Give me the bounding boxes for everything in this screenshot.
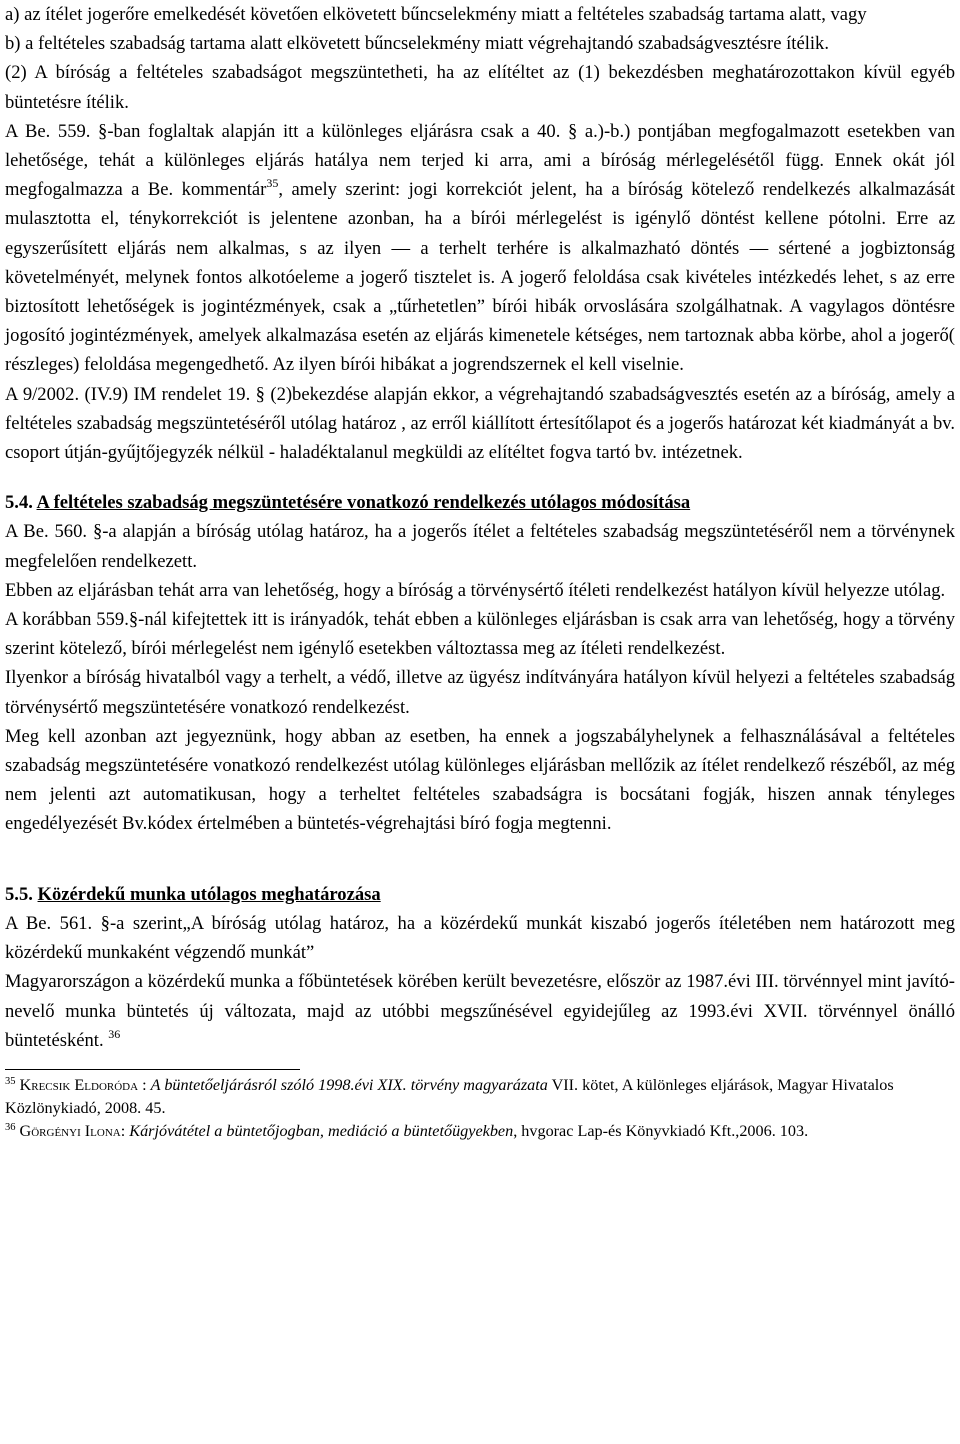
paragraph: A Be. 561. §-a szerint„A bíróság utólag határoz, ha a közérdekű munkát kiszabó jogerős ítéletében nem határozott meg közérdekű munkaként végzendő munkát” — [5, 912, 955, 964]
paragraph — [5, 967, 955, 1055]
footnote-separator — [5, 1069, 300, 1070]
footnote-separator-text: : — [120, 1121, 130, 1140]
footnote-author: Görgényi Ilona — [19, 1121, 121, 1140]
paragraph: Meg kell azonban azt jegyeznünk, hogy abban az esetben, ha ennek a jogszabályhelynek a felhasználásával a feltételes szabadság megszüntetésére vonatkozó rendelkezést utólag különleges eljárásban mellőzik az ítélet rendelkező részéből, az még nem jelenti azt automatikusan, hogy a terheltet feltételes szabadságra is bocsátani fogják, hiszen annak tényleges engedélyezését Bv.kódex értelmében a büntetés-végrehajtási bíró fogja megtenni. — [5, 725, 955, 835]
section-number: 5.4. — [5, 492, 33, 514]
paragraph: b) a feltételes szabadság tartama alatt elkövetett bűncselekmény miatt végrehajtandó szabadságvesztésre ítélik. — [5, 33, 829, 55]
footnote-number: 35 — [5, 1075, 16, 1087]
footnote-title: Kárjóvátétel a büntetőjogban, mediáció a büntetőügyekben — [129, 1121, 514, 1140]
footnote-ref[interactable]: 36 — [108, 1026, 121, 1041]
paragraph-text: A Be. 559. §-ban foglaltak alapján itt a különleges eljárásra csak a 40. § a.)-b.) pontjában megfogalmazott esetekben van lehetősége, tehát a különleges eljárás hatálya nem terjed ki arra, ami a bíróság mérlegelésétől függ. Ennek okát jól megfogalmazza a Be. kommentár — [5, 120, 955, 201]
paragraph — [5, 117, 955, 380]
section-heading — [5, 880, 955, 909]
footnote-ref[interactable]: 35 — [266, 176, 279, 191]
footnote — [5, 1074, 955, 1120]
section-title: A feltételes szabadság megszüntetésére vonatkozó rendelkezés utólagos módosítása — [36, 492, 691, 514]
footnote-details: VII. kötet, A különleges eljárások, Magyar Hivatalos Közlönykiadó, 2008. 45. — [5, 1075, 894, 1117]
footnote-number: 36 — [5, 1121, 16, 1133]
document-page — [5, 0, 955, 1143]
footnote-separator-text: : — [138, 1075, 151, 1094]
footnote-author: Krecsik Eldoróda — [19, 1075, 139, 1094]
section-title: Közérdekű munka utólagos meghatározása — [37, 883, 381, 905]
paragraph-text: , amely szerint: jogi korrekciót jelent, ha a bíróság kötelező rendelkezés alkalmazását mulasztotta el, ténykorrekciót is jelentene azonban, ha a bírói mérlegelést is igénylő döntést kellene pótolni. Erre az egyszerűsített eljárás nem alkalmas, s az ilyen ― a terhelt terhére is alkalmazható döntés ― sértené a jogbiztonság követelményét, melynek fontos alkotóeleme a jogerő tisztelet is. A jogerő feloldása csak kivételes intézkedés lehet, s az erre biztosított lehetőségek is jogintézmények, csak a „tűrhetetlen” bírói hibák orvoslására szolgálhatnak. A vagylagos döntésre jogosító jogintézmények, amelyek alkalmazása esetén az eljárás kimenetele kétséges, nem tartoznak abba körbe, ahol a jogerő( részleges) feloldása megengedhető. Az ilyen bírói hibákat a jogrendszernek el kell viselnie. — [5, 179, 955, 376]
paragraph: a) az ítélet jogerőre emelkedését követően elkövetett bűncselekmény miatt a feltételes szabadság tartama alatt, vagy — [5, 4, 867, 25]
footnote-details: , hvgorac Lap-és Könyvkiadó Kft.,2006. 103. — [513, 1121, 809, 1140]
paragraph: (2) A bíróság a feltételes szabadságot megszüntetheti, ha az elítéltet az (1) bekezdésben meghatározottakon kívül egyéb büntetésre ítélik. — [5, 62, 955, 113]
section-number: 5.5. — [5, 883, 33, 905]
footnote-title: A büntetőeljárásról szóló 1998.évi XIX. törvény magyarázata — [150, 1075, 548, 1094]
paragraph: Ebben az eljárásban tehát arra van lehetőség, hogy a bíróság a törvénysértő ítéleti rendelkezést hatályon kívül helyezze utólag. — [5, 579, 946, 601]
paragraph: A 9/2002. (IV.9) IM rendelet 19. § (2)bekezdése alapján ekkor, a végrehajtandó szabadságvesztés esetén az a bíróság, amely a feltételes szabadság megszüntetéséről utólag határoz , az erről kiállított értesítőlapot és a jogerős határozat két kiadmányát a bv. csoport útján-gyűjtőjegyzék nélkül - haladéktalanul megküldi az elítéltet fogva tartó bv. intézetnek. — [5, 383, 955, 464]
paragraph: Ilyenkor a bíróság hivatalból vagy a terhelt, a védő, illetve az ügyész indítványára hatályon kívül helyezi a feltételes szabadság törvénysértő megszüntetésére vonatkozó rendelkezést. — [5, 667, 955, 718]
paragraph: A Be. 560. §-a alapján a bíróság utólag határoz, ha a jogerős ítélet a feltételes szabadság megszüntetéséről nem a törvénynek megfelelően rendelkezett. — [5, 521, 955, 572]
footnote — [5, 1120, 955, 1143]
paragraph: A korábban 559.§-nál kifejtettek itt is irányadók, tehát ebben a különleges eljárásban is csak arra van lehetőség, hogy a törvény szerint kötelező, bírói mérlegelést nem igénylő esetekben változtassa meg az ítéleti rendelkezést. — [5, 609, 955, 660]
paragraph-text: Magyarországon a közérdekű munka a főbüntetések körében került bevezetésre, először az 1987.évi III. törvénnyel mint javító-nevelő munka büntetés új változata, majd az utóbbi megszűnésével egyidejűleg az 1993.évi XVII. törvénnyel önálló büntetésként. — [5, 971, 955, 1051]
section-heading — [5, 488, 955, 517]
